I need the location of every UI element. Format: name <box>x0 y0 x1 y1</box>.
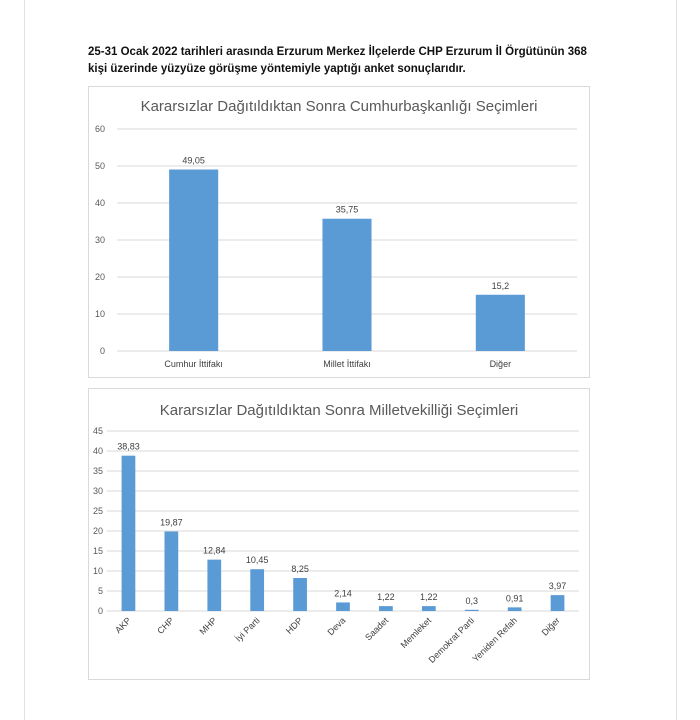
presidential-chart-y-tick: 10 <box>94 309 105 319</box>
parliamentary-chart-y-tick: 25 <box>92 506 103 516</box>
parliamentary-chart-x-label: Deva <box>325 615 348 638</box>
parliamentary-chart-bar <box>508 607 522 611</box>
parliamentary-chart-data-label: 19,87 <box>160 517 183 528</box>
parliamentary-chart-data-label: 2,14 <box>334 588 352 599</box>
parliamentary-chart-y-tick: 35 <box>92 466 103 476</box>
intro-text: 25-31 Ocak 2022 tarihleri arasında Erzurum Merkez İlçelerde CHP Erzurum İl Örgütünün 368 kişi üzerinde yüzyüze görüşme yöntemiyle yaptığı anket sonuçlarıdır. <box>88 46 587 75</box>
presidential-chart-data-label: 49,05 <box>182 155 205 166</box>
parliamentary-chart-bar <box>122 456 136 611</box>
parliamentary-chart-data-label: 3,97 <box>548 581 567 592</box>
parliamentary-chart-y-tick: 10 <box>92 566 103 576</box>
parliamentary-chart-data-label: 1,22 <box>377 592 395 603</box>
parliamentary-chart-x-label: MHP <box>197 615 219 637</box>
parliamentary-chart-y-tick: 40 <box>92 446 103 456</box>
presidential-chart-title: Kararsızlar Dağıtıldıktan Sonra Cumhurbaşkanlığı Seçimleri <box>140 98 538 115</box>
presidential-chart-panel <box>88 86 590 378</box>
parliamentary-chart-data-label: 12,84 <box>203 545 226 556</box>
parliamentary-chart-data-label: 8,25 <box>291 564 309 574</box>
parliamentary-chart-bar <box>293 578 307 611</box>
parliamentary-chart-x-label: İyi Parti <box>233 615 262 644</box>
parliamentary-chart-data-label: 1,22 <box>420 592 438 603</box>
parliamentary-chart-bar <box>207 560 221 611</box>
parliamentary-chart-bar <box>250 569 264 611</box>
parliamentary-chart-y-tick: 20 <box>92 526 103 536</box>
parliamentary-chart-x-label: HDP <box>283 615 305 636</box>
presidential-chart-y-tick: 20 <box>94 272 105 282</box>
presidential-chart-data-label: 15,2 <box>491 280 510 291</box>
parliamentary-chart-bar <box>465 610 479 611</box>
parliamentary-chart-bar <box>551 595 565 611</box>
presidential-chart <box>89 87 589 377</box>
presidential-chart-y-tick: 60 <box>94 124 105 134</box>
parliamentary-chart-x-label: AKP <box>113 615 133 636</box>
parliamentary-chart-y-tick: 45 <box>92 426 103 436</box>
parliamentary-chart-title: Kararsızlar Dağıtıldıktan Sonra Milletvekilliği Seçimleri <box>159 402 519 419</box>
presidential-chart-bar <box>476 295 525 351</box>
parliamentary-chart-bar <box>422 606 436 611</box>
parliamentary-chart-x-label: Yeniden Refah <box>470 615 520 664</box>
page-edge-left <box>24 0 25 720</box>
parliamentary-chart-x-label: Saadet <box>363 615 391 643</box>
parliamentary-chart-data-label: 38,83 <box>117 441 140 452</box>
parliamentary-chart-y-tick: 15 <box>92 546 103 556</box>
presidential-chart-x-label: Cumhur İttifakı <box>164 359 223 369</box>
parliamentary-chart-x-label: CHP <box>155 615 176 636</box>
presidential-chart-x-label: Millet İttifakı <box>323 359 371 369</box>
parliamentary-chart-data-label: 10,45 <box>245 555 269 566</box>
presidential-chart-bar <box>169 170 218 351</box>
parliamentary-chart-data-label: 0,3 <box>465 595 478 606</box>
presidential-chart-bar <box>322 219 371 351</box>
presidential-chart-data-label: 35,75 <box>335 204 359 215</box>
presidential-chart-y-tick: 40 <box>94 198 105 208</box>
parliamentary-chart-bar <box>336 602 350 611</box>
parliamentary-chart-x-label: Memleket <box>398 615 434 651</box>
page-edge-right <box>676 0 677 720</box>
parliamentary-chart-x-label: Demokrat Parti <box>426 615 477 665</box>
parliamentary-chart-bar <box>379 606 393 611</box>
presidential-chart-y-tick: 0 <box>99 346 105 356</box>
parliamentary-chart-y-tick: 0 <box>97 606 103 616</box>
presidential-chart-y-tick: 30 <box>94 235 105 245</box>
parliamentary-chart-data-label: 0,91 <box>505 593 524 604</box>
parliamentary-chart-y-tick: 30 <box>92 486 103 496</box>
parliamentary-chart-panel <box>88 388 590 680</box>
parliamentary-chart-bar <box>164 532 178 611</box>
parliamentary-chart-x-label: Diğer <box>539 615 562 638</box>
presidential-chart-x-label: Diğer <box>489 359 512 369</box>
presidential-chart-y-tick: 50 <box>94 161 105 171</box>
parliamentary-chart <box>89 389 589 679</box>
parliamentary-chart-y-tick: 5 <box>97 586 103 596</box>
